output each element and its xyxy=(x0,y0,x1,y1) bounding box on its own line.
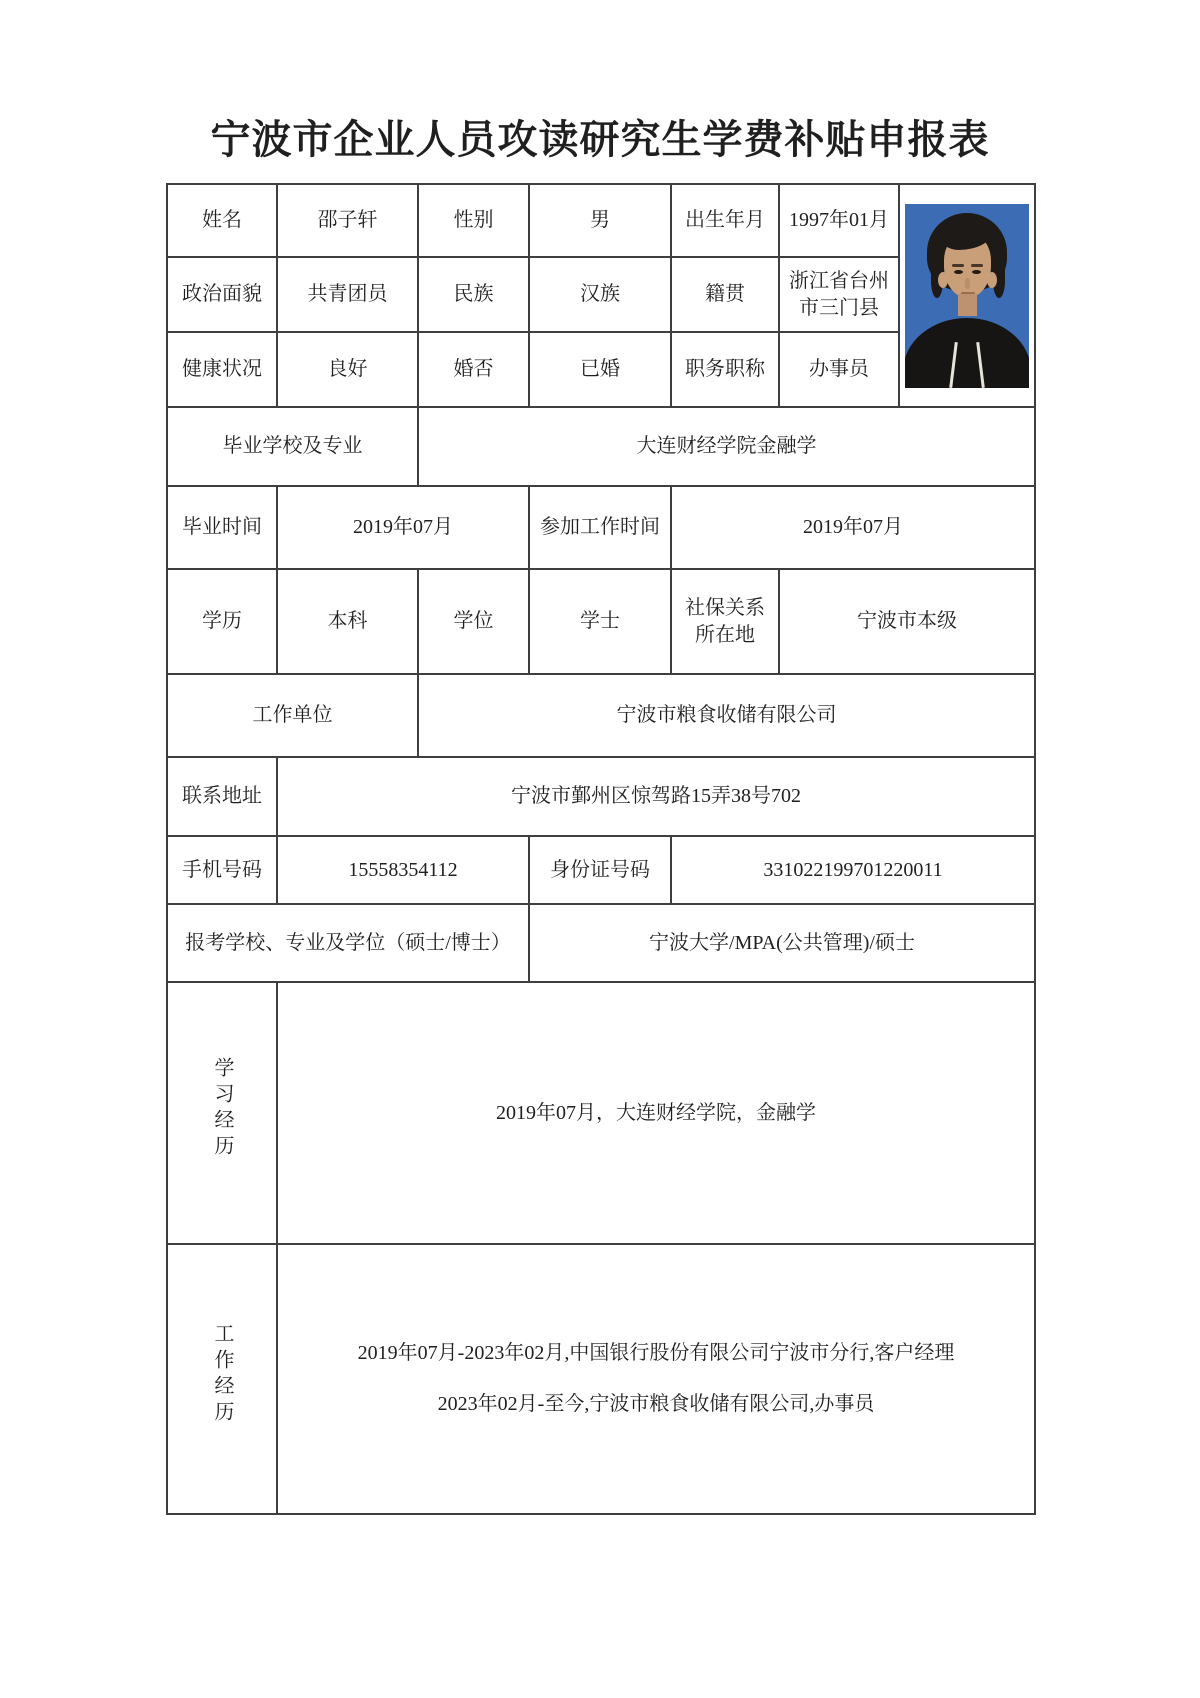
row-education xyxy=(167,569,1035,674)
work-history-line-2: 2023年02月-至今,宁波市粮食收储有限公司,办事员 xyxy=(437,1393,875,1415)
work-start-date-value: 2019年07月 xyxy=(671,486,1035,569)
row-mobile-id xyxy=(167,836,1035,904)
id-photo xyxy=(905,204,1029,388)
row-employer xyxy=(167,674,1035,757)
contact-address-label: 联系地址 xyxy=(167,757,277,836)
gender-value: 男 xyxy=(529,184,671,257)
birth-value: 1997年01月 xyxy=(779,184,899,257)
target-school-value: 宁波大学/MPA(公共管理)/硕士 xyxy=(529,904,1035,982)
graduation-date-label: 毕业时间 xyxy=(167,486,277,569)
photo-neck xyxy=(958,294,977,316)
study-history-label xyxy=(167,982,277,1244)
row-contact-address xyxy=(167,757,1035,836)
job-title-label: 职务职称 xyxy=(671,332,779,407)
political-status-value: 共青团员 xyxy=(277,257,418,332)
ethnicity-label: 民族 xyxy=(418,257,529,332)
political-status-label: 政治面貌 xyxy=(167,257,277,332)
study-history-label-text: 学习经历 xyxy=(211,1057,233,1161)
native-place-value: 浙江省台州市三门县 xyxy=(779,257,899,332)
study-history-value xyxy=(277,982,1035,1244)
photo-eye-right xyxy=(972,270,981,274)
degree-label: 学位 xyxy=(418,569,529,674)
row-study-history xyxy=(167,982,1035,1244)
health-label: 健康状况 xyxy=(167,332,277,407)
graduate-school-major-label: 毕业学校及专业 xyxy=(167,407,418,486)
target-school-label: 报考学校、专业及学位（硕士/博士） xyxy=(167,904,529,982)
photo-cell xyxy=(899,184,1035,407)
mobile-label: 手机号码 xyxy=(167,836,277,904)
name-value: 邵子轩 xyxy=(277,184,418,257)
employer-label: 工作单位 xyxy=(167,674,418,757)
ethnicity-value: 汉族 xyxy=(529,257,671,332)
marital-value: 已婚 xyxy=(529,332,671,407)
marital-label: 婚否 xyxy=(418,332,529,407)
work-history-label-text: 工作经历 xyxy=(211,1323,233,1427)
row-name xyxy=(167,184,1035,257)
graduation-date-value: 2019年07月 xyxy=(277,486,529,569)
photo-hoodie xyxy=(905,318,1029,388)
education-label: 学历 xyxy=(167,569,277,674)
work-start-date-label: 参加工作时间 xyxy=(529,486,671,569)
id-number-value: 331022199701220011 xyxy=(671,836,1035,904)
contact-address-value: 宁波市鄞州区惊驾路15弄38号702 xyxy=(277,757,1035,836)
photo-brow-right xyxy=(971,264,983,267)
photo-eye-left xyxy=(954,270,963,274)
work-history-label xyxy=(167,1244,277,1514)
health-value: 良好 xyxy=(277,332,418,407)
work-history-value xyxy=(277,1244,1035,1514)
work-history-line-1: 2019年07月-2023年02月,中国银行股份有限公司宁波市分行,客户经理 xyxy=(357,1342,955,1364)
id-number-label: 身份证号码 xyxy=(529,836,671,904)
study-history-line: 2019年07月，大连财经学院，金融学 xyxy=(496,1101,816,1124)
social-security-location-label: 社保关系所在地 xyxy=(671,569,779,674)
graduate-school-major-value: 大连财经学院金融学 xyxy=(418,407,1035,486)
page-title: 宁波市企业人员攻读研究生学费补贴申报表 xyxy=(210,117,990,162)
job-title-value: 办事员 xyxy=(779,332,899,407)
degree-value: 学士 xyxy=(529,569,671,674)
photo-nose xyxy=(965,278,970,289)
name-label: 姓名 xyxy=(167,184,277,257)
employer-value: 宁波市粮食收储有限公司 xyxy=(418,674,1035,757)
row-target-school xyxy=(167,904,1035,982)
social-security-location-value: 宁波市本级 xyxy=(779,569,1035,674)
row-work-history xyxy=(167,1244,1035,1514)
row-graduation-date xyxy=(167,486,1035,569)
education-value: 本科 xyxy=(277,569,418,674)
gender-label: 性别 xyxy=(418,184,529,257)
photo-brow-left xyxy=(952,264,964,267)
application-form-table xyxy=(166,183,1036,1515)
birth-label: 出生年月 xyxy=(671,184,779,257)
native-place-label: 籍贯 xyxy=(671,257,779,332)
row-graduate-school xyxy=(167,407,1035,486)
mobile-value: 15558354112 xyxy=(277,836,529,904)
